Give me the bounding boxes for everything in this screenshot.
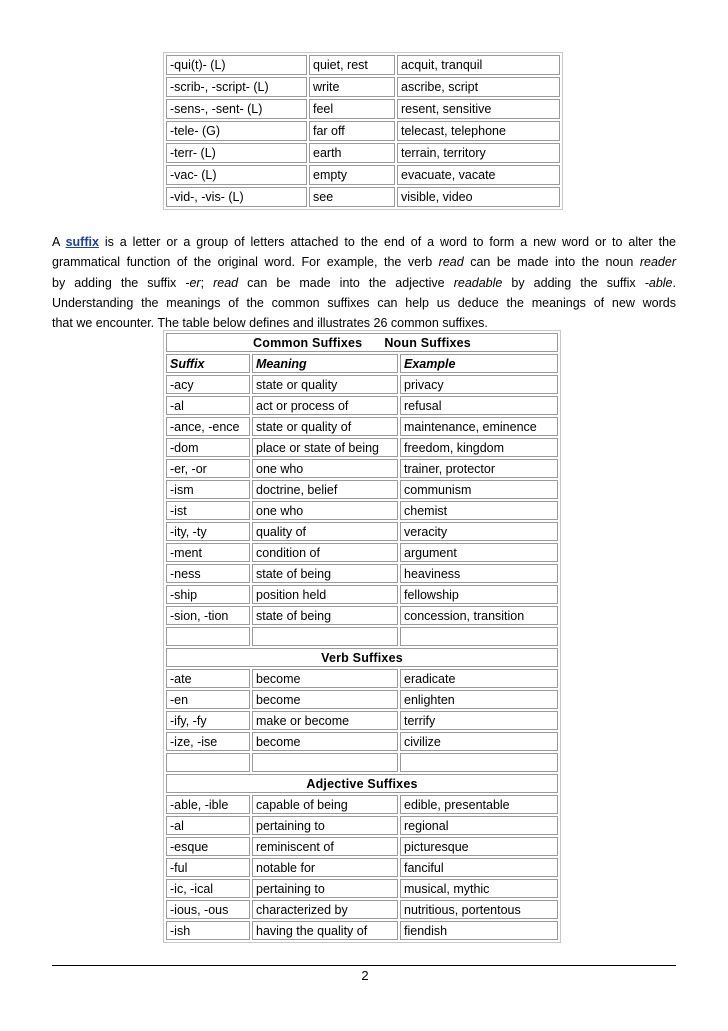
- emphasis-text: reader: [639, 255, 676, 270]
- example-cell: trainer, protector: [400, 459, 558, 478]
- table-row: [166, 459, 558, 478]
- table-row: [166, 606, 558, 625]
- suffix-cell: -ist: [166, 501, 250, 520]
- paragraph-line: [52, 273, 676, 293]
- meaning-cell: place or state of being: [252, 438, 398, 457]
- table-row: [166, 375, 558, 394]
- suffix-cell: -ate: [166, 669, 250, 688]
- table-row: [166, 522, 558, 541]
- example-cell: musical, mythic: [400, 879, 558, 898]
- suffix-cell: -sion, -tion: [166, 606, 250, 625]
- text-run: A: [52, 235, 66, 249]
- blank-cell: [400, 627, 558, 646]
- examples-cell: resent, sensitive: [397, 99, 560, 119]
- meaning-cell: position held: [252, 585, 398, 604]
- suffix-cell: -er, -or: [166, 459, 250, 478]
- table-row: [166, 187, 560, 207]
- root-cell: -vid-, -vis- (L): [166, 187, 307, 207]
- table-row: [166, 837, 558, 856]
- suffix-cell: -ism: [166, 480, 250, 499]
- root-cell: -qui(t)- (L): [166, 55, 307, 75]
- meaning-cell: pertaining to: [252, 816, 398, 835]
- meaning-cell: earth: [309, 143, 395, 163]
- example-cell: fanciful: [400, 858, 558, 877]
- page-number: 2: [361, 968, 369, 983]
- text-run: can be made into the noun: [463, 255, 640, 270]
- example-cell: nutritious, portentous: [400, 900, 558, 919]
- meaning-cell: state of being: [252, 606, 398, 625]
- blank-cell: [252, 753, 398, 772]
- meaning-cell: capable of being: [252, 795, 398, 814]
- suffix-cell: -ious, -ous: [166, 900, 250, 919]
- meaning-cell: quiet, rest: [309, 55, 395, 75]
- suffix-cell: -ance, -ence: [166, 417, 250, 436]
- table-row: [166, 396, 558, 415]
- root-cell: -terr- (L): [166, 143, 307, 163]
- example-cell: privacy: [400, 375, 558, 394]
- table-row: [166, 900, 558, 919]
- roots-table: [163, 52, 563, 210]
- adjective-section-heading: Adjective Suffixes: [166, 774, 558, 793]
- examples-cell: ascribe, script: [397, 77, 560, 97]
- table-row: [166, 99, 560, 119]
- footer-divider: [52, 965, 676, 966]
- text-run: is a letter or a group of letters attached to the end of a word to form a new word or to alter the: [98, 235, 676, 249]
- suffix-table-body: [166, 333, 558, 940]
- table-row: [166, 417, 558, 436]
- common-suffixes-table: [163, 330, 561, 943]
- verb-section-heading: Verb Suffixes: [166, 648, 558, 667]
- text-run: ;: [200, 275, 214, 290]
- text-run: by adding the suffix: [502, 275, 645, 290]
- noun-section-heading: Noun Suffixes: [384, 335, 471, 350]
- emphasis-text: -er: [185, 275, 201, 290]
- example-cell: veracity: [400, 522, 558, 541]
- paragraph-line: [52, 252, 676, 272]
- meaning-cell: notable for: [252, 858, 398, 877]
- blank-cell: [400, 753, 558, 772]
- examples-cell: terrain, territory: [397, 143, 560, 163]
- table-row: [166, 543, 558, 562]
- example-cell: picturesque: [400, 837, 558, 856]
- examples-cell: telecast, telephone: [397, 121, 560, 141]
- meaning-cell: one who: [252, 501, 398, 520]
- suffix-cell: -ish: [166, 921, 250, 940]
- table-row: [166, 879, 558, 898]
- meaning-cell: become: [252, 669, 398, 688]
- suffix-cell: -al: [166, 396, 250, 415]
- table-row: [166, 921, 558, 940]
- example-cell: freedom, kingdom: [400, 438, 558, 457]
- table-row: [166, 77, 560, 97]
- meaning-cell: state or quality of: [252, 417, 398, 436]
- meaning-cell: see: [309, 187, 395, 207]
- table-row: [166, 564, 558, 583]
- table-row: [166, 121, 560, 141]
- example-cell: heaviness: [400, 564, 558, 583]
- paragraph-line: that we encounter. The table below defines and illustrates 26 common suffixes.: [52, 316, 488, 331]
- suffix-cell: -ful: [166, 858, 250, 877]
- suffix-cell: -ship: [166, 585, 250, 604]
- table-row: [166, 858, 558, 877]
- meaning-cell: doctrine, belief: [252, 480, 398, 499]
- table-row: [166, 711, 558, 730]
- emphasis-text: read: [213, 275, 239, 290]
- example-cell: fellowship: [400, 585, 558, 604]
- example-cell: argument: [400, 543, 558, 562]
- example-cell: edible, presentable: [400, 795, 558, 814]
- table-row: [166, 143, 560, 163]
- examples-cell: visible, video: [397, 187, 560, 207]
- meaning-cell: reminiscent of: [252, 837, 398, 856]
- suffix-cell: -ify, -fy: [166, 711, 250, 730]
- emphasis-text: -able: [644, 275, 673, 290]
- blank-cell: [166, 753, 250, 772]
- table-title-cell: [166, 333, 558, 352]
- table-row: [166, 816, 558, 835]
- suffix-cell: -able, -ible: [166, 795, 250, 814]
- table-row: [166, 501, 558, 520]
- suffix-cell: -en: [166, 690, 250, 709]
- blank-cell: [166, 627, 250, 646]
- meaning-cell: state of being: [252, 564, 398, 583]
- suffix-cell: -ness: [166, 564, 250, 583]
- table-row: [166, 165, 560, 185]
- blank-row: [166, 627, 558, 646]
- section-row: [166, 648, 558, 667]
- emphasis-text: read: [438, 255, 464, 270]
- text-run: can be made into the adjective: [238, 275, 454, 290]
- header-meaning: Meaning: [252, 354, 398, 373]
- suffix-cell: -acy: [166, 375, 250, 394]
- meaning-cell: act or process of: [252, 396, 398, 415]
- suffix-cell: -ment: [166, 543, 250, 562]
- suffix-cell: -ity, -ty: [166, 522, 250, 541]
- suffix-cell: -al: [166, 816, 250, 835]
- root-cell: -sens-, -sent- (L): [166, 99, 307, 119]
- meaning-cell: quality of: [252, 522, 398, 541]
- example-cell: regional: [400, 816, 558, 835]
- paragraph-line: Understanding the meanings of the common suffixes can help us deduce the meanings of new words: [52, 295, 676, 310]
- meaning-cell: feel: [309, 99, 395, 119]
- meaning-cell: write: [309, 77, 395, 97]
- example-cell: chemist: [400, 501, 558, 520]
- header-suffix: Suffix: [166, 354, 250, 373]
- table-row: [166, 480, 558, 499]
- examples-cell: acquit, tranquil: [397, 55, 560, 75]
- table-row: [166, 669, 558, 688]
- meaning-cell: characterized by: [252, 900, 398, 919]
- root-cell: -scrib-, -script- (L): [166, 77, 307, 97]
- meaning-cell: make or become: [252, 711, 398, 730]
- table-row: [166, 55, 560, 75]
- example-cell: terrify: [400, 711, 558, 730]
- meaning-cell: empty: [309, 165, 395, 185]
- meaning-cell: pertaining to: [252, 879, 398, 898]
- meaning-cell: one who: [252, 459, 398, 478]
- roots-table-body: [166, 55, 560, 207]
- example-cell: eradicate: [400, 669, 558, 688]
- blank-row: [166, 753, 558, 772]
- table-row: [166, 438, 558, 457]
- meaning-cell: having the quality of: [252, 921, 398, 940]
- example-cell: maintenance, eminence: [400, 417, 558, 436]
- example-cell: enlighten: [400, 690, 558, 709]
- meaning-cell: condition of: [252, 543, 398, 562]
- suffix-cell: -esque: [166, 837, 250, 856]
- text-run: .: [672, 275, 676, 290]
- text-run: grammatical function of the original word. For example, the verb: [52, 255, 439, 270]
- example-cell: fiendish: [400, 921, 558, 940]
- section-row: [166, 774, 558, 793]
- meaning-cell: state or quality: [252, 375, 398, 394]
- suffix-cell: -ize, -ise: [166, 732, 250, 751]
- example-cell: civilize: [400, 732, 558, 751]
- example-cell: concession, transition: [400, 606, 558, 625]
- table-header-row: [166, 354, 558, 373]
- header-example: Example: [400, 354, 558, 373]
- meaning-cell: far off: [309, 121, 395, 141]
- text-run: by adding the suffix: [52, 275, 186, 290]
- examples-cell: evacuate, vacate: [397, 165, 560, 185]
- table-title-row: [166, 333, 558, 352]
- suffix-link[interactable]: suffix: [65, 235, 99, 249]
- suffix-definition-paragraph: [52, 232, 676, 333]
- suffix-cell: -ic, -ical: [166, 879, 250, 898]
- root-cell: -tele- (G): [166, 121, 307, 141]
- table-row: [166, 795, 558, 814]
- meaning-cell: become: [252, 732, 398, 751]
- example-cell: communism: [400, 480, 558, 499]
- example-cell: refusal: [400, 396, 558, 415]
- paragraph-line: [52, 232, 676, 252]
- meaning-cell: become: [252, 690, 398, 709]
- table-row: [166, 732, 558, 751]
- emphasis-text: readable: [453, 275, 503, 290]
- table-row: [166, 690, 558, 709]
- root-cell: -vac- (L): [166, 165, 307, 185]
- blank-cell: [252, 627, 398, 646]
- suffix-cell: -dom: [166, 438, 250, 457]
- table-row: [166, 585, 558, 604]
- table-title: Common Suffixes: [253, 335, 363, 350]
